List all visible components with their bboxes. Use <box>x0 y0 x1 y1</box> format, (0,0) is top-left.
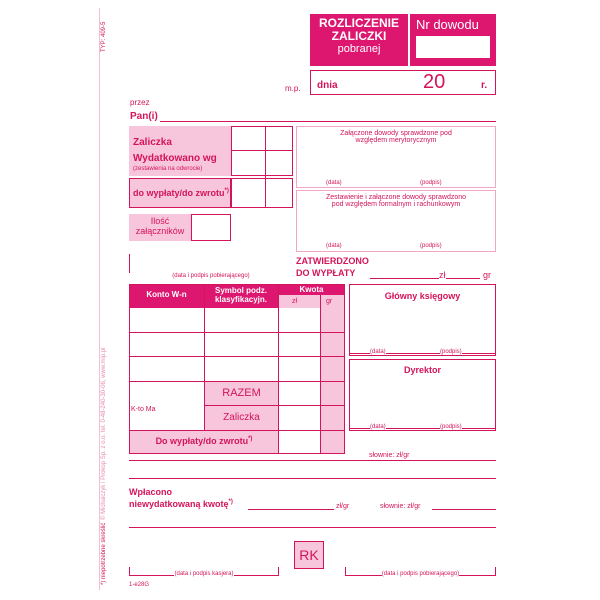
title-line3: pobranej <box>337 43 381 55</box>
mp-label: m.p. <box>285 84 301 93</box>
publisher-info: © Michalczyk i Prokop Sp. z o.o. tel. 0-48-240-30-06, www.mip.pl <box>101 347 107 520</box>
row-line-2 <box>129 356 345 357</box>
slownie-bottom-line <box>432 509 496 510</box>
gr-label-right: gr <box>483 270 492 280</box>
form-code: 1-e28G <box>129 582 150 588</box>
dyrektor-data-label: (data) <box>370 424 386 430</box>
title-line2: ZALICZKI <box>331 29 387 43</box>
slownie-label-bottom: słownie: zł/gr <box>380 503 421 510</box>
zl-label-right: zł <box>439 270 446 280</box>
zalacznikow-label: załączników <box>135 226 185 236</box>
przez-label: przez <box>130 98 150 107</box>
amount-divider <box>231 150 293 151</box>
pob-text: (data i podpis pobierającego) <box>381 571 460 577</box>
rk-stamp <box>294 541 324 569</box>
zestawienia-note: (zestawienia na odwrocie) <box>133 166 203 172</box>
niewydatkowana-label <box>129 499 233 509</box>
merytoryczne-line1: Załączone dowody sprawdzone pod <box>340 130 452 137</box>
zatwierdzono-label: ZATWIERDZONO <box>296 256 369 266</box>
wydatkowano-label: Wydatkowano wg <box>133 153 217 164</box>
zl-gr-label: zł/gr <box>336 503 350 510</box>
title-line1: ROZLICZENIE <box>319 16 399 30</box>
pan-line <box>160 121 496 122</box>
wplacono-amount-line <box>248 509 334 510</box>
kasjer-sig <box>129 571 279 577</box>
dnia-label: dnia <box>317 80 338 91</box>
do-wyplaty-amount[interactable] <box>231 178 293 208</box>
formalne-text <box>296 194 496 208</box>
do-wyplaty-label-right: DO WYPŁATY <box>296 268 356 278</box>
symbol-text: Symbol podz. klasyfikacyjn. <box>214 286 268 304</box>
do-wyplaty-table-cell <box>130 431 278 453</box>
zatwierdzono-line <box>370 278 480 279</box>
kwota-text: Kwota <box>299 285 324 294</box>
podpis-label-1: (podpis) <box>420 180 442 186</box>
zl-header: zł <box>292 298 298 305</box>
do-wyplaty-table-star: *) <box>248 436 253 442</box>
ilosc-label: Ilość <box>150 216 170 226</box>
zaliczka-label: Zaliczka <box>133 137 172 148</box>
formalne-line1: Zestawienie i załączone dowody sprawdzono <box>325 194 467 201</box>
slownie-label-mid: słownie: zł/gr <box>369 452 410 459</box>
glowny-data-label: (data) <box>370 349 386 355</box>
col-line-2 <box>278 284 279 454</box>
podpis-pobierajacego-text: (data i podpis pobierającego) <box>172 273 250 279</box>
do-wyplaty-block <box>129 178 231 208</box>
document-number-block <box>410 14 496 66</box>
pan-label: Pan(i) <box>130 111 158 122</box>
rk-label: RK <box>299 547 319 563</box>
ilosc-block <box>129 214 191 241</box>
form-type-code: TYP: 409-5 <box>101 21 107 52</box>
kasjer-text: (data i podpis kasjera) <box>174 571 234 577</box>
merytoryczne-line2: względem merytorycznym <box>355 137 437 144</box>
do-wyplaty-star: *) <box>224 188 229 194</box>
year-prefix: 20 <box>423 71 446 93</box>
nr-dowodu-label: Nr dowodu <box>416 17 479 32</box>
glowny-podpis-label: (podpis) <box>440 349 462 355</box>
niewydatkowana-text: niewydatkowaną kwotę <box>129 499 229 509</box>
zaliczka-cell <box>205 406 278 430</box>
year-suffix: r. <box>481 80 488 91</box>
konto-wn-text: Konto W-n <box>146 290 187 299</box>
slownie-line-2 <box>129 478 496 479</box>
merytoryczne-text <box>296 130 496 144</box>
do-wyplaty-label <box>133 188 229 198</box>
date-field[interactable] <box>310 70 496 95</box>
kto-ma-label: K-to Ma <box>131 406 156 413</box>
dyrektor-label: Dyrektor <box>403 365 441 375</box>
title-block <box>310 14 408 66</box>
gr-header: gr <box>326 298 333 305</box>
data-label-1: (data) <box>326 180 342 186</box>
glowny-ksiegowy-label: Główny księgowy <box>384 291 461 301</box>
footnote-niepotrzebne: *) niepotrzebne skreślić <box>101 522 107 585</box>
razem-label: RAZEM <box>222 387 261 399</box>
pob-sig <box>345 571 496 577</box>
niewydatkowana-star: *) <box>228 499 233 505</box>
podpis-label-2: (podpis) <box>420 243 442 249</box>
bottom-line <box>129 527 496 528</box>
data-label-2: (data) <box>326 243 342 249</box>
do-wyplaty-text: do wypłaty/do zwrotu <box>133 188 225 198</box>
podpis-pobierajacego <box>129 273 293 279</box>
document-number-field[interactable] <box>416 36 490 58</box>
row-line-1 <box>129 332 345 333</box>
slownie-line-1 <box>129 460 496 461</box>
razem-cell <box>205 382 278 405</box>
wplacono-label: Wpłacono <box>129 487 172 497</box>
amount-box-top[interactable] <box>231 126 293 176</box>
do-wyplaty-table-label <box>130 436 278 446</box>
dyrektor-podpis-label: (podpis) <box>440 424 462 430</box>
zaliczka-table-label: Zaliczka <box>223 412 260 423</box>
ilosc-field[interactable] <box>191 214 231 241</box>
formalne-line2: pod względem formalnym i rachunkowym <box>331 201 461 208</box>
do-wyplaty-table-text: Do wypłaty/do zwrotu <box>155 436 249 446</box>
